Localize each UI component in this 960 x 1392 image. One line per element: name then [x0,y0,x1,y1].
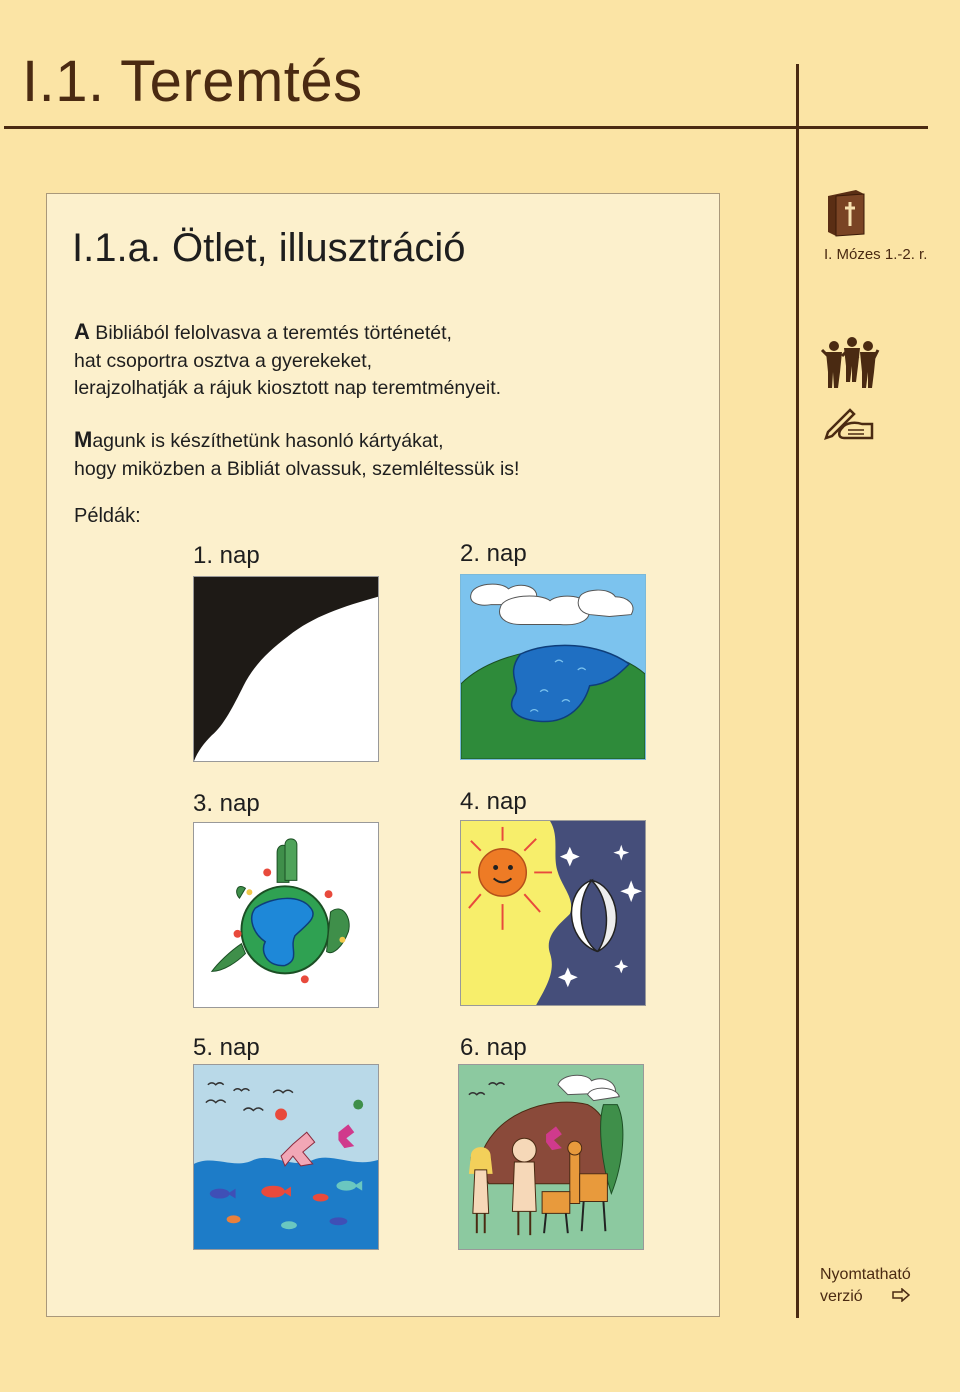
bible-icon[interactable] [824,188,868,238]
section-subtitle: I.1.a. Ötlet, illusztráció [72,226,466,270]
scripture-reference[interactable]: I. Mózes 1.-2. r. [824,246,928,263]
print-label-line-2[interactable]: verzió [820,1288,863,1305]
examples-label: Példák: [74,505,141,527]
sidebar-divider [796,64,799,1318]
day-2-label: 2. nap [460,540,527,567]
intro-paragraph [74,318,501,403]
light-darkness-illustration [193,576,379,762]
idea-line-2: hogy miközben a Bibliát olvassuk, szemléltessük is! [74,457,520,480]
print-label-line-1[interactable]: Nyomtatható [820,1266,911,1283]
idea-line-1: agunk is készíthetünk hasonló kártyákat, [92,430,444,452]
day-3-label: 3. nap [193,790,260,817]
page-title: I.1. Teremtés [22,49,363,114]
animals-humans-illustration [458,1064,644,1250]
day-4-label: 4. nap [460,788,527,815]
arrow-right-icon[interactable] [892,1288,910,1302]
idea-paragraph [74,426,519,483]
idea-initial: M [74,427,93,452]
day-6-label: 6. nap [460,1034,527,1061]
day-1-label: 1. nap [193,542,260,569]
sun-moon-stars-illustration [460,820,646,1006]
intro-line-3: lerajzolhatják a rájuk kiosztott nap teremtményeit. [74,377,502,399]
intro-initial: A [74,319,90,344]
header-divider [4,126,928,129]
intro-line-2: hat csoportra osztva a gyerekeket, [74,349,373,372]
writing-hand-icon [824,402,874,442]
day-5-label: 5. nap [193,1034,260,1061]
intro-line-1: Bibliából felolvasva a teremtés történetét, [89,322,452,344]
earth-plants-illustration [193,822,379,1008]
children-group-icon [820,336,880,392]
sky-waters-illustration [460,574,646,760]
birds-fish-illustration [193,1064,379,1250]
